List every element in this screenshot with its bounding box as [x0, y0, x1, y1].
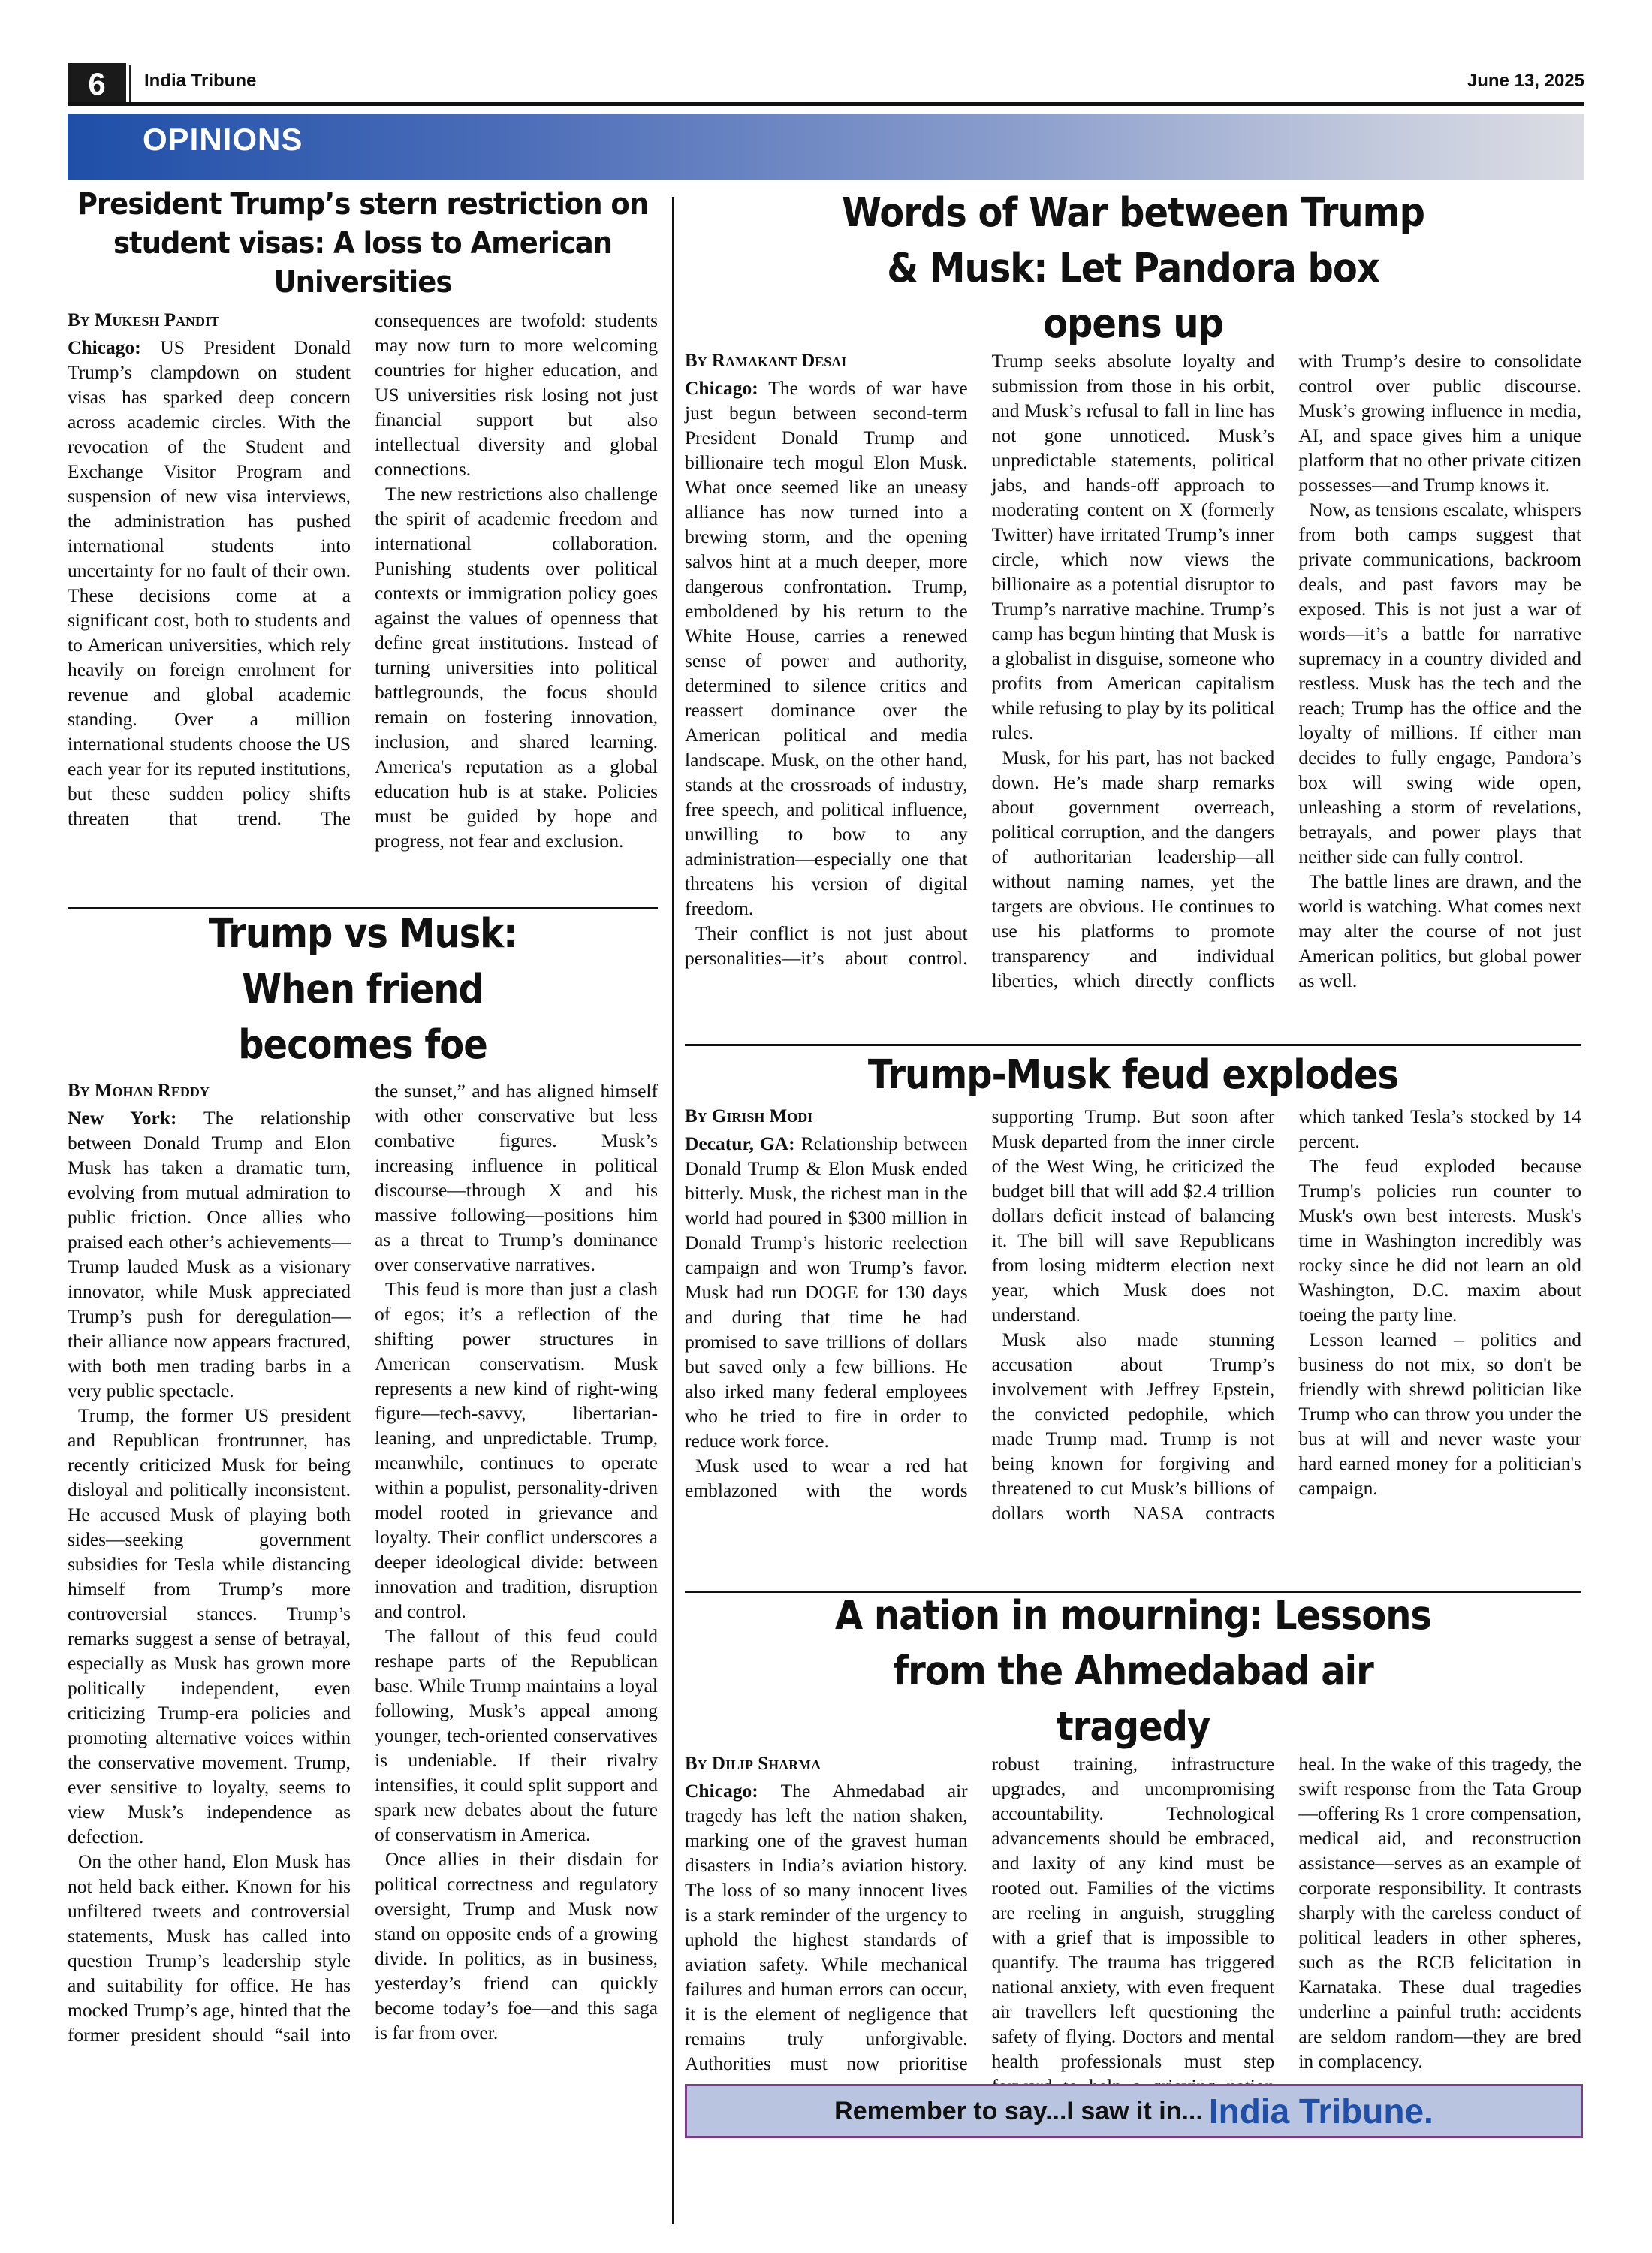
article-byline: By Mukesh Pandit — [68, 310, 220, 330]
section-rule — [685, 1044, 1581, 1046]
article-headline: Trump-Musk feud explodes — [867, 1051, 1399, 1099]
article-paragraph: Their conflict is not just about personalities—it’s about control. Trump seeks absolute loyalty and submission from those in his orbit, and Musk’s refusal to fall in line has not gone unnoticed. Musk’s unpredictable statements, political jabs, and hands-off approach to moderating content on X (formerly Twitter) have irritated Trump’s inner circle, which now views the billionaire as a potential disruptor to Trump’s narrative machine. Trump’s camp has begun hinting that Musk is a globalist in disguise, someone who profits from American capitalism while refusing to play by its political rules. — [685, 350, 1275, 969]
article-paragraph: Musk, for his part, has not backed down. He’s made sharp remarks about government overreach, political corruption, and the dangers of authoritarian leadership—all without naming names, yet the targets are obvious. He continues to use his platforms to promote transparency and individual liberties, which directly conflicts with Trump’s desire to consolidate control over public discourse. Musk’s growing influence in media, AI, and space gives him a unique platform that no other private citizen possesses—and Trump knows it. — [991, 350, 1581, 991]
article-paragraph: Decatur, GA: Relationship between Donald Trump & Elon Musk ended bitterly. Musk, the richest man in the world had poured in $300 million in Donald Trump’s historic reelection campaign and won Trump’s favor. Musk had run DOGE for 130 days and during that time he had promised to save trillions of dollars but saved only a few billions. He also irked many federal employees who he tried to fire in order to reduce work force. — [685, 1133, 968, 1452]
article-words-of-war — [685, 189, 1581, 993]
footer-tagline: Remember to say...I saw it in... — [834, 2096, 1203, 2125]
article-dateline: Chicago: — [68, 336, 141, 358]
article-paragraph: Trump, the former US president and Republican frontrunner, has recently criticized Musk for being disloyal and politically inconsistent. He accused Musk of playing both sides—seeking government subsidies for Tesla while distancing himself from Trump’s more controversial stances. Trump’s remarks suggest a sense of betrayal, especially as Musk has grown more politically independent, even criticizing Trump-era policies and promoting alternative voices within the conservative movement. Trump, ever sensitive to loyalty, seems to view Musk’s independence as defection. — [68, 1404, 351, 1847]
article-headline: Trump vs Musk: When friend becomes foe — [208, 909, 517, 1069]
page-number: 6 — [68, 63, 126, 105]
article-paragraph: The new restrictions also challenge the spirit of academic freedom and international collaboration. Punishing students over political contexts or immigration policy goes against the values of openness that define great institutions. Instead of turning universities into political battlegrounds, the focus should remain on fostering innovation, inclusion, and shared learning. America's reputation as a global education hub is at stake. Policies must be guided by hope and progress, not fear and exclusion. — [375, 483, 658, 852]
article-paragraph: On the other hand, Elon Musk has not held back either. Known for his unfiltered tweets and controversial statements, Musk has called into question Trump’s leadership style and suitability for office. He has mocked Trump’s age, hinted that the former president should “sail into the sunset,” and has aligned himself with other conservative but less combative figures. Musk’s increasing influence in political discourse—through X and his massive following—positions him as a threat to Trump’s dominance over conservative narratives. — [68, 1080, 658, 2046]
article-feud-explodes — [685, 1050, 1581, 1525]
article-headline: President Trump’s stern restriction on student visas: A loss to American Universities — [77, 186, 649, 300]
article-paragraph: Musk used to wear a red hat emblazoned with the words supporting Trump. But soon after Musk departed from the inner circle of the West Wing, he criticized the budget bill that will add $2.4 trillion dollars deficit instead of balancing it. The bill will save Republicans from losing midterm election next year, which Musk does not understand. — [685, 1105, 1275, 1501]
article-byline: By Girish Modi — [685, 1106, 813, 1126]
article-paragraph: Chicago: US President Donald Trump’s clampdown on student visas has sparked deep concern across academic circles. With the revocation of the Student and Exchange Visitor Program and suspension of new visa interviews, the administration has pushed international students into uncertainty for no fault of their own. These decisions come at a significant cost, both to students and to American universities, which rely heavily on foreign enrolment for revenue and global academic standing. Over a million international students choose the US each year for its reputed institutions, but these sudden policy shifts threaten that trend. The consequences are twofold: students may now turn to more welcoming countries for higher education, and US universities risk losing not just financial support but also intellectual diversity and global connections. — [68, 309, 658, 829]
article-paragraph: Chicago: The words of war have just begun between second-term President Donald Trump and billionaire tech mogul Elon Musk. What once seemed like an uneasy alliance has now turned into a brewing storm, and the opening salvos hint at a much deeper, more dangerous confrontation. Trump, emboldened by his return to the White House, carries a renewed sense of power and authority, determined to silence critics and reassert dominance over the American political and media landscape. Musk, on the other hand, stands at the crossroads of industry, free speech, and political influence, unwilling to bow to any administration—especially one that threatens his version of digital freedom. — [685, 377, 968, 919]
article-paragraph: Lesson learned – politics and business do not mix, so don't be friendly with shrewd politician like Trump who can throw you under the bus at will and never waste your hard earned money for a politician's campaign. — [1298, 1329, 1581, 1499]
article-paragraph: Musk also made stunning accusation about Trump’s involvement with Jeffrey Epstein, the convicted pedophile, which made Trump mad. Trump is not being known for forgiving and threatened to cut Musk’s billions of dollars worth NASA contracts which tanked Tesla’s stocked by 14 percent. — [991, 1105, 1581, 1524]
article-body — [68, 308, 658, 853]
article-byline: By Ramakant Desai — [685, 351, 847, 371]
article-student-visas — [68, 186, 658, 853]
article-headline: A nation in mourning: Lessons from the Ahmedabad air tragedy — [835, 1591, 1431, 1751]
issue-date: June 13, 2025 — [1467, 71, 1584, 91]
article-dateline: Chicago: — [685, 1780, 758, 1802]
article-dateline: Decatur, GA: — [685, 1133, 795, 1154]
article-body — [685, 1104, 1581, 1525]
article-paragraph: Once allies in their disdain for political correctness and regulatory oversight, Trump and Musk now stand on opposite ends of a growing divide. In politics, as in business, yesterday’s friend can quickly become today’s foe—and this saga is far from over. — [375, 1848, 658, 2043]
article-friend-becomes-foe — [68, 909, 658, 2047]
column-divider — [672, 197, 674, 2224]
article-paragraph: Chicago: The Ahmedabad air tragedy has left the nation shaken, marking one of the gravest human disasters in India’s aviation history. The loss of so many innocent lives is a stark reminder of the urgency to uphold the highest standards of aviation safety. While mechanical failures and human errors can occur, it is the element of negligence that remains truly unforgivable. Authorities must now prioritise robust training, infrastructure upgrades, and uncompromising accountability. Technological advancements should be embraced, and laxity of any kind must be rooted out. Families of the victims are reeling in anguish, struggling with a grief that is impossible to quantify. The trauma has triggered national anxiety, with even frequent air travellers left questioning the safety of flying. Doctors and mental health professionals must step heal. In the wake of this tragedy, the swift response from the Tata Group—offering Rs 1 crore compensation, medical aid, and reconstruction assistance—serves as an example of corporate responsibility. It contrasts sharply with the careless conduct of political leaders in other spheres, such as the RCB felicitation in Karnataka. These dual tragedies underline a painful truth: accidents are seldom random—they are bred in complacency. — [685, 1753, 1581, 2074]
article-paragraph: The battle lines are drawn, and the world is watching. What comes next may alter the course of not just American politics, but global power as well. — [1298, 870, 1581, 991]
article-headline: Words of War between Trump & Musk: Let Pandora box opens up — [842, 189, 1424, 348]
publication-name: India Tribune — [144, 71, 257, 91]
article-dateline: New York: — [68, 1107, 177, 1129]
article-body — [685, 348, 1581, 993]
article-paragraph: The feud exploded because Trump's policies run counter to Musk's own best interests. Musk's time in Washington incredibly was rocky since he did not learn an old Washington, D.C. maxim about toeing the party line. — [1298, 1155, 1581, 1326]
footer-brand: India Tribune. — [1208, 2092, 1433, 2131]
article-paragraph: New York: The relationship between Donald Trump and Elon Musk has taken a dramatic turn, evolving from mutual admiration to public friction. Once allies who praised each other’s achievements—Trump lauded Musk as a visionary innovator, while Musk appreciated Trump’s push for deregulation—their alliance now appears fractured, with both men trading barbs in a very public spectacle. — [68, 1107, 351, 1401]
article-paragraph: This feud is more than just a clash of egos; it’s a reflection of the shifting power structures in American conservatism. Musk represents a new kind of right-wing figure—tech-savvy, libertarian-leaning, and unpredictable. Trump, meanwhile, continues to operate within a populist, personality-driven model rooted in grievance and loyalty. Their conflict underscores a deeper ideological divide: between innovation and tradition, disruption and control. — [375, 1278, 658, 1622]
article-paragraph: The fallout of this feud could reshape parts of the Republican base. While Trump maintains a loyal following, Musk’s appeal among younger, tech-oriented conservatives is undeniable. If their rivalry intensifies, it could split support and spark new debates about the future of conservatism in America. — [375, 1625, 658, 1845]
footer-banner — [685, 2084, 1583, 2138]
header-divider — [129, 65, 131, 102]
section-title: OPINIONS — [143, 122, 303, 157]
article-ahmedabad-tragedy — [685, 1591, 1581, 2098]
article-paragraph: Now, as tensions escalate, whispers from both camps suggest that private communications, backroom deals, and past favors may be exposed. This is not just a war of words—it’s a battle for narrative supremacy in a country divided and restless. Musk has the tech and the reach; Trump has the office and the loyalty of millions. If either man decides to fully engage, Pandora’s box will swing wide open, unleashing a storm of revelations, betrayals, and power plays that neither side can fully control. — [1298, 499, 1581, 867]
header-rule — [68, 102, 1584, 106]
article-dateline: Chicago: — [685, 377, 758, 399]
article-byline: By Mohan Reddy — [68, 1081, 210, 1101]
article-body — [685, 1751, 1581, 2098]
article-body — [68, 1078, 658, 2047]
article-byline: By Dilip Sharma — [685, 1754, 821, 1774]
